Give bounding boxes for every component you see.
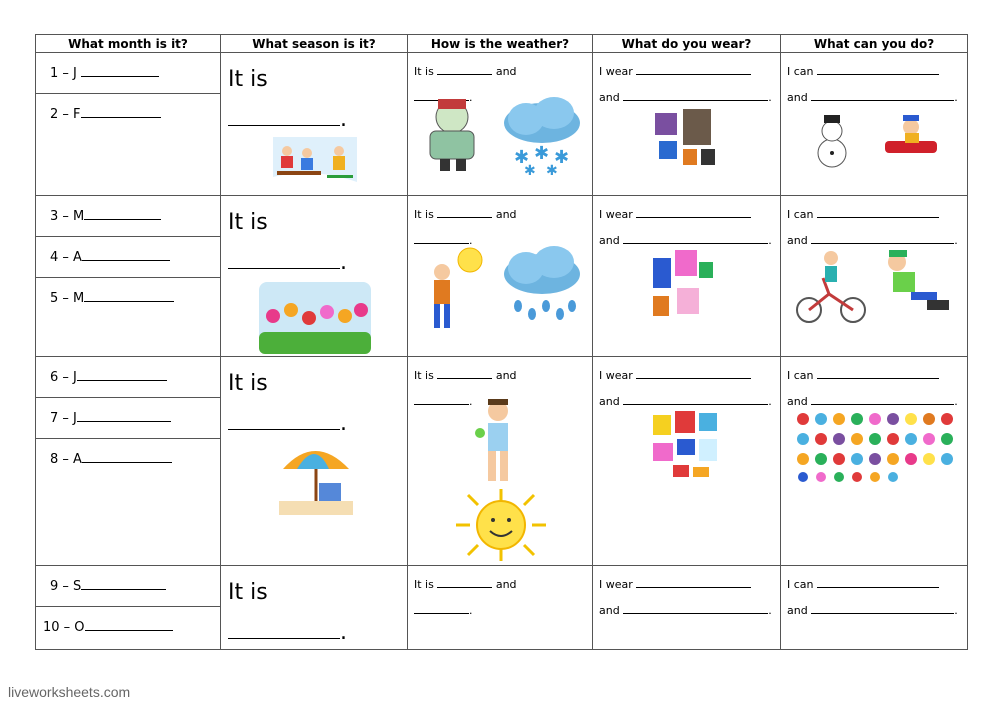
header-row xyxy=(36,35,968,53)
season-label: It is xyxy=(228,210,268,235)
worksheet xyxy=(35,34,967,651)
month-3-blank[interactable] xyxy=(84,207,161,220)
season-blank-spring[interactable] xyxy=(228,248,340,269)
winter-can-cell: I can and . xyxy=(781,53,968,196)
freezing-man-image xyxy=(416,95,488,175)
wear-blank-2[interactable] xyxy=(623,604,768,614)
children-sledding-image xyxy=(273,137,357,193)
season-blank-autumn[interactable] xyxy=(228,618,340,639)
summer-can-cell: I can and . xyxy=(781,357,968,566)
autumn-can-cell: I can and . xyxy=(781,566,968,650)
brand-footer[interactable]: liveworksheets.com xyxy=(8,684,131,700)
summer-wear-cell: I wear and . xyxy=(593,357,781,566)
header-weather: How is the weather? xyxy=(408,35,593,53)
spring-wear-cell: I wear and . xyxy=(593,196,781,357)
season-label: It is xyxy=(228,580,268,605)
summer-months xyxy=(36,357,221,566)
can-blank-1[interactable] xyxy=(817,208,939,218)
sun-image xyxy=(454,487,548,563)
boy-rollerblading-image xyxy=(877,248,957,322)
autumn-months xyxy=(36,566,221,650)
month-7-blank[interactable] xyxy=(77,409,171,422)
summer-weather-cell: It is and . xyxy=(408,357,593,566)
month-8: 8 – A xyxy=(36,439,220,480)
autumn-weather-cell: It is and . xyxy=(408,566,593,650)
spring-can-cell: I can and . xyxy=(781,196,968,357)
girl-cycling-image xyxy=(795,248,867,326)
can-blank-2[interactable] xyxy=(811,234,954,244)
can-blank-2[interactable] xyxy=(811,604,954,614)
winter-season-cell: It is . xyxy=(221,53,408,196)
can-blank-1[interactable] xyxy=(817,369,939,379)
snowman-image xyxy=(809,113,855,169)
weather-blank-1[interactable] xyxy=(437,578,492,588)
flower-meadow-image xyxy=(259,282,371,354)
wear-blank-2[interactable] xyxy=(623,91,768,101)
can-blank-1[interactable] xyxy=(817,65,939,75)
month-4: 4 – A xyxy=(36,237,220,278)
summer-activities-image xyxy=(791,409,959,485)
autumn-row xyxy=(36,566,968,650)
month-2-blank[interactable] xyxy=(81,105,161,118)
season-table xyxy=(35,34,968,650)
weather-blank-1[interactable] xyxy=(437,208,492,218)
month-3: 3 – M xyxy=(36,196,220,237)
month-6: 6 – J xyxy=(36,357,220,398)
sunny-man-image xyxy=(414,242,494,332)
header-wear: What do you wear? xyxy=(593,35,781,53)
winter-weather-cell: It is and . ✱ ✱ ✱ ✱ ✱ xyxy=(408,53,593,196)
wear-blank-1[interactable] xyxy=(636,65,751,75)
winter-row xyxy=(36,53,968,196)
svg-text:✱: ✱ xyxy=(534,143,550,164)
autumn-wear-cell: I wear and . xyxy=(593,566,781,650)
weather-blank-1[interactable] xyxy=(437,65,492,75)
hot-man-image xyxy=(470,397,524,489)
spring-weather-cell: It is and . xyxy=(408,196,593,357)
summer-season-cell: It is . xyxy=(221,357,408,566)
rain-cloud-image xyxy=(500,244,584,328)
winter-months xyxy=(36,53,221,196)
wear-blank-1[interactable] xyxy=(636,208,751,218)
weather-blank-1[interactable] xyxy=(437,369,492,379)
season-label: It is xyxy=(228,371,268,396)
season-label: It is xyxy=(228,67,268,92)
month-10-blank[interactable] xyxy=(85,618,173,631)
month-10: 10 – O xyxy=(36,607,220,648)
wear-blank-2[interactable] xyxy=(623,395,768,405)
winter-clothes-image xyxy=(653,107,723,169)
wear-blank-2[interactable] xyxy=(623,234,768,244)
month-9-blank[interactable] xyxy=(81,577,166,590)
svg-text:✱: ✱ xyxy=(524,163,536,175)
svg-text:✱: ✱ xyxy=(514,147,530,168)
month-7: 7 – J xyxy=(36,398,220,439)
month-4-blank[interactable] xyxy=(82,248,170,261)
svg-text:✱: ✱ xyxy=(554,147,570,168)
can-blank-1[interactable] xyxy=(817,578,939,588)
winter-wear-cell: I wear and . xyxy=(593,53,781,196)
spring-months xyxy=(36,196,221,357)
wear-blank-1[interactable] xyxy=(636,578,751,588)
beach-umbrella-image xyxy=(279,439,353,515)
season-blank-winter[interactable] xyxy=(228,105,340,126)
snow-cloud-image xyxy=(500,97,584,175)
summer-row xyxy=(36,357,968,566)
can-blank-2[interactable] xyxy=(811,91,954,101)
season-blank-summer[interactable] xyxy=(228,409,340,430)
autumn-season-cell: It is . xyxy=(221,566,408,650)
month-9: 9 – S xyxy=(36,566,220,607)
header-can: What can you do? xyxy=(781,35,968,53)
svg-text:✱: ✱ xyxy=(546,163,558,175)
spring-season-cell: It is . xyxy=(221,196,408,357)
month-5-blank[interactable] xyxy=(84,289,174,302)
weather-blank-2[interactable] xyxy=(414,604,469,614)
month-1: 1 – J xyxy=(36,53,220,94)
month-8-blank[interactable] xyxy=(82,450,172,463)
month-6-blank[interactable] xyxy=(77,368,167,381)
header-month: What month is it? xyxy=(36,35,221,53)
month-5: 5 – M xyxy=(36,278,220,319)
header-season: What season is it? xyxy=(221,35,408,53)
month-2: 2 – F xyxy=(36,94,220,135)
weather-blank-2[interactable] xyxy=(414,395,469,405)
summer-clothes-image xyxy=(651,409,723,485)
sled-image xyxy=(881,111,941,161)
month-1-blank[interactable] xyxy=(81,64,159,77)
wear-blank-1[interactable] xyxy=(636,369,751,379)
spring-clothes-image xyxy=(651,248,717,326)
can-blank-2[interactable] xyxy=(811,395,954,405)
spring-row xyxy=(36,196,968,357)
